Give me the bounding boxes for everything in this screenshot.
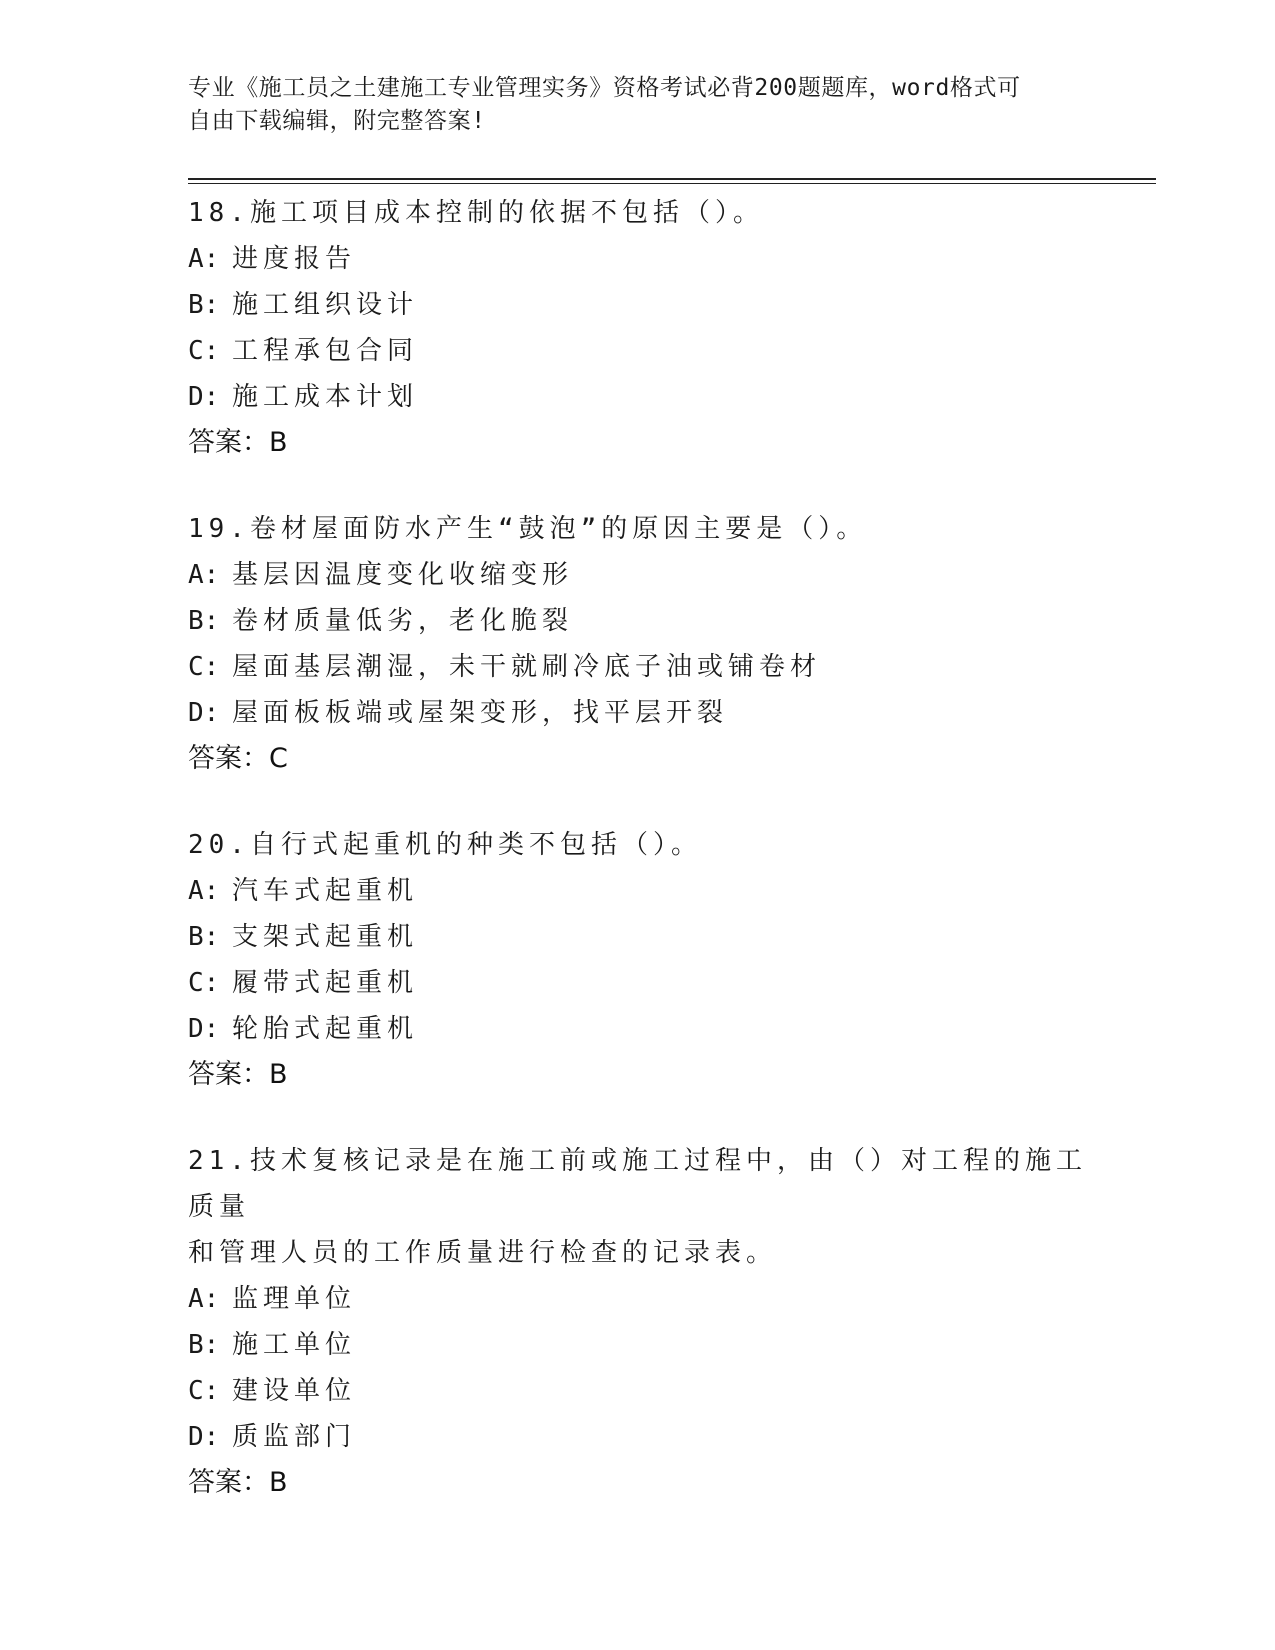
option-a [188, 868, 1088, 914]
answer-line: 答案：B [188, 1059, 288, 1090]
answer-line: 答案：B [188, 427, 288, 458]
option-letter: B: [188, 290, 220, 320]
option-d [188, 1414, 1088, 1460]
question-stem: 21.技术复核记录是在施工前或施工过程中，由（）对工程的施工质量 [188, 1146, 1087, 1222]
answer-line: 答案：B [188, 1467, 288, 1498]
question-21 [188, 1138, 1088, 1506]
document-header [188, 72, 1068, 138]
option-b [188, 598, 1088, 644]
option-letter: D: [188, 1014, 220, 1044]
option-letter: A: [188, 244, 220, 274]
header-divider-thin [188, 183, 1156, 184]
option-text: 基层因温度变化收缩变形 [232, 560, 574, 590]
option-c [188, 644, 1088, 690]
option-letter: D: [188, 698, 220, 728]
option-text: 施工单位 [232, 1330, 357, 1360]
option-d [188, 1006, 1088, 1052]
question-stem: 18.施工项目成本控制的依据不包括（）。 [188, 198, 764, 228]
option-letter: A: [188, 560, 220, 590]
option-text: 建设单位 [232, 1376, 357, 1406]
option-c [188, 1368, 1088, 1414]
option-a [188, 236, 1088, 282]
option-letter: C: [188, 968, 220, 998]
option-d [188, 374, 1088, 420]
question-19 [188, 506, 1088, 782]
header-line-1: 专业《施工员之土建施工专业管理实务》资格考试必背200题题库，word格式可 [188, 75, 1021, 101]
question-stem: 20.自行式起重机的种类不包括（）。 [188, 830, 702, 860]
option-a [188, 1276, 1088, 1322]
question-stem-continued: 和管理人员的工作质量进行检查的记录表。 [188, 1238, 778, 1268]
option-letter: C: [188, 652, 220, 682]
option-letter: C: [188, 1376, 220, 1406]
option-text: 屋面板板端或屋架变形，找平层开裂 [232, 698, 729, 728]
option-c [188, 328, 1088, 374]
option-text: 支架式起重机 [232, 922, 419, 952]
option-letter: D: [188, 382, 220, 412]
option-d [188, 690, 1088, 736]
option-a [188, 552, 1088, 598]
option-text: 监理单位 [232, 1284, 357, 1314]
option-b [188, 1322, 1088, 1368]
option-letter: B: [188, 606, 220, 636]
option-b [188, 282, 1088, 328]
option-text: 施工组织设计 [232, 290, 419, 320]
option-text: 质监部门 [232, 1422, 357, 1452]
option-letter: D: [188, 1422, 220, 1452]
option-text: 屋面基层潮湿，未干就刷冷底子油或铺卷材 [232, 652, 822, 682]
option-letter: A: [188, 1284, 220, 1314]
option-c [188, 960, 1088, 1006]
option-text: 施工成本计划 [232, 382, 419, 412]
question-list [188, 190, 1088, 1546]
option-b [188, 914, 1088, 960]
header-line-2: 自由下载编辑，附完整答案! [188, 108, 486, 134]
option-text: 轮胎式起重机 [232, 1014, 419, 1044]
option-text: 卷材质量低劣，老化脆裂 [232, 606, 574, 636]
option-letter: B: [188, 922, 220, 952]
header-divider-thick [188, 178, 1156, 180]
option-text: 进度报告 [232, 244, 357, 274]
question-18 [188, 190, 1088, 466]
option-letter: A: [188, 876, 220, 906]
question-20 [188, 822, 1088, 1098]
option-letter: B: [188, 1330, 220, 1360]
question-stem: 19.卷材屋面防水产生“鼓泡”的原因主要是（）。 [188, 514, 868, 544]
option-letter: C: [188, 336, 220, 366]
option-text: 汽车式起重机 [232, 876, 419, 906]
answer-line: 答案：C [188, 743, 288, 774]
option-text: 工程承包合同 [232, 336, 419, 366]
option-text: 履带式起重机 [232, 968, 419, 998]
